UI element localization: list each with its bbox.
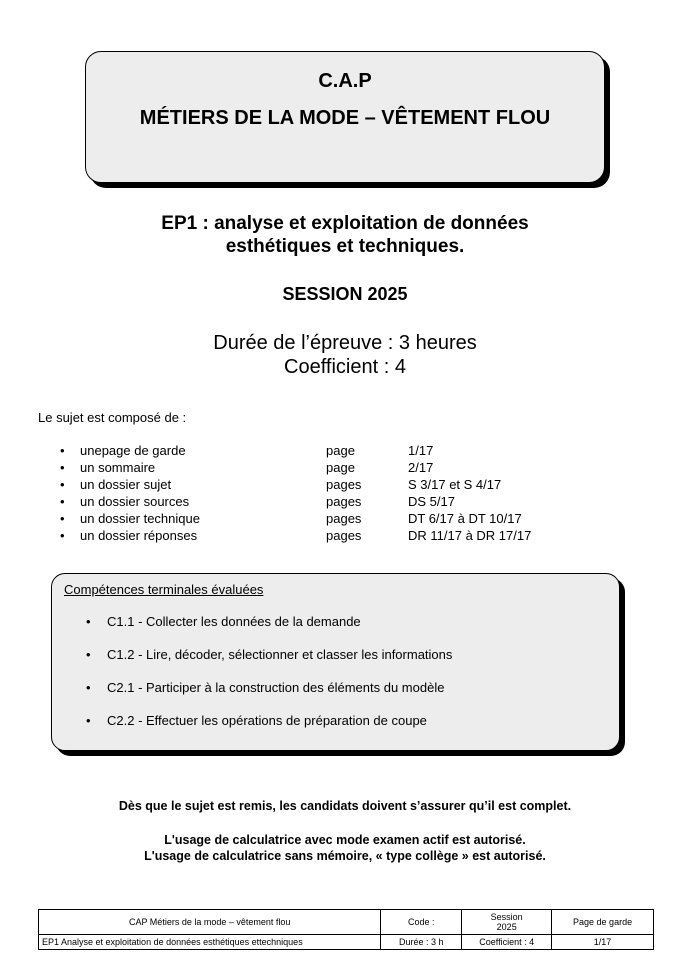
epreuve-title-line1: EP1 : analyse et exploitation de données bbox=[161, 213, 529, 234]
calculator-notice-line2: L'usage de calculatrice sans mémoire, « type collège » est autorisé. bbox=[144, 849, 546, 863]
bullet-icon: • bbox=[60, 494, 65, 509]
epreuve-title bbox=[60, 212, 630, 258]
table-row bbox=[39, 910, 654, 935]
footer-session-year: 2025 bbox=[496, 922, 517, 932]
footer-session-label: Session bbox=[490, 912, 523, 922]
duration-block bbox=[60, 331, 630, 379]
bullet-icon: • bbox=[86, 614, 91, 629]
footer-page-label: Page de garde bbox=[552, 910, 654, 935]
session-label: SESSION 2025 bbox=[282, 284, 408, 304]
calculator-notice bbox=[40, 832, 650, 864]
bullet-icon: • bbox=[60, 460, 65, 475]
footer-duration: Durée : 3 h bbox=[381, 935, 462, 950]
bullet-icon: • bbox=[86, 713, 91, 728]
bullet-icon: • bbox=[86, 647, 91, 662]
calculator-notice-line1: L'usage de calculatrice avec mode examen actif est autorisé. bbox=[164, 833, 526, 847]
coefficient-text: Coefficient : 4 bbox=[284, 356, 406, 378]
composition-intro: Le sujet est composé de : bbox=[38, 410, 187, 425]
footer-table bbox=[38, 909, 654, 950]
bullet-icon: • bbox=[60, 528, 65, 543]
bullet-icon: • bbox=[60, 477, 65, 492]
footer-page-number: 1/17 bbox=[552, 935, 654, 950]
epreuve-title-line2: esthétiques et techniques. bbox=[225, 236, 465, 257]
footer-code-label: Code : bbox=[381, 910, 462, 935]
footer-epreuve: EP1 Analyse et exploitation de données esthétiques ettechniques bbox=[39, 935, 381, 950]
diploma-specialty: MÉTIERS DE LA MODE – VÊTEMENT FLOU bbox=[139, 107, 551, 129]
completeness-notice: Dès que le sujet est remis, les candidats doivent s’assurer qu’il est complet. bbox=[118, 799, 572, 813]
footer-session bbox=[462, 910, 552, 935]
duration-text: Durée de l’épreuve : 3 heures bbox=[213, 332, 477, 354]
competences-title: Compétences terminales évaluées bbox=[64, 582, 264, 597]
table-row bbox=[39, 935, 654, 950]
footer-diploma: CAP Métiers de la mode – vêtement flou bbox=[39, 910, 381, 935]
bullet-icon: • bbox=[60, 511, 65, 526]
diploma-title: C.A.P bbox=[318, 70, 372, 92]
bullet-icon: • bbox=[86, 680, 91, 695]
bullet-icon: • bbox=[60, 443, 65, 458]
footer-coefficient: Coefficient : 4 bbox=[462, 935, 552, 950]
